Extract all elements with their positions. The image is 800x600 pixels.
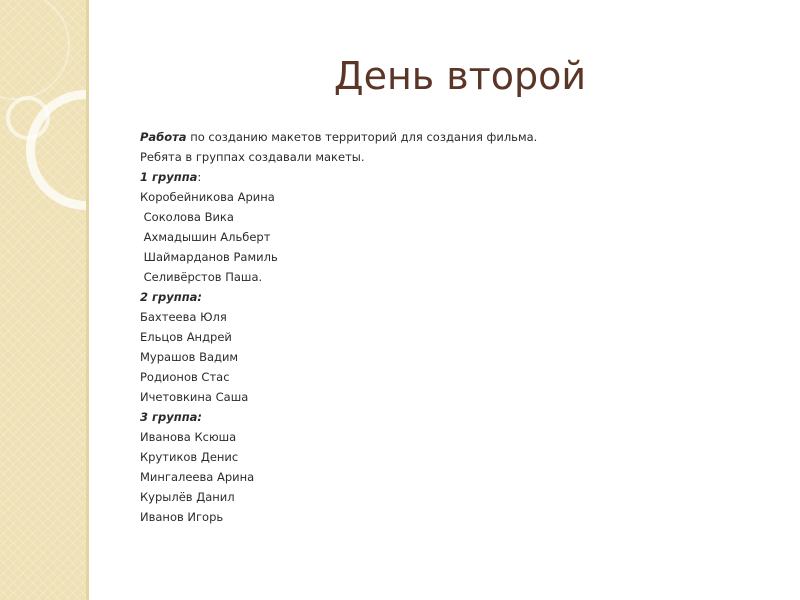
group-label: 2 группа:: [140, 290, 202, 304]
member-name: Иванов Игорь: [140, 510, 224, 524]
member-name: Родионов Стас: [140, 370, 230, 384]
member-name: Бахтеева Юля: [140, 310, 227, 324]
group-heading: [140, 407, 760, 427]
group-label: 3 группа:: [140, 410, 202, 424]
member-name: Селивёрстов Паша.: [140, 270, 263, 284]
group-heading: [140, 167, 760, 187]
member-name: Ичетовкина Саша: [140, 390, 249, 404]
intro-rest: по созданию макетов территорий для создания фильма.: [186, 130, 538, 144]
subtitle-line: Ребята в группах создавали макеты.: [140, 150, 365, 164]
slide-body: [140, 127, 760, 527]
member-name: Ельцов Андрей: [140, 330, 232, 344]
member-name: Иванова Ксюша: [140, 430, 237, 444]
member-name: Мурашов Вадим: [140, 350, 239, 364]
member-name: Коробейникова Арина: [140, 190, 275, 204]
group-label-suffix: :: [197, 170, 202, 184]
intro-line: [140, 127, 760, 147]
member-name: Соколова Вика: [140, 210, 234, 224]
decorative-ring-small: [6, 96, 50, 140]
member-name: Ахмадышин Альберт: [140, 230, 271, 244]
decorative-ring-outer: [0, 0, 70, 100]
member-name: Шаймарданов Рамиль: [140, 250, 278, 264]
decorative-side-band: [0, 0, 86, 600]
group-label: 1 группа: [140, 170, 198, 184]
member-name: Курылёв Данил: [140, 490, 235, 504]
member-name: Мингалеева Арина: [140, 470, 255, 484]
member-name: Крутиков Денис: [140, 450, 239, 464]
intro-bold-word: Работа: [140, 130, 187, 144]
slide-title: День второй: [333, 54, 587, 98]
group-heading: [140, 287, 760, 307]
side-band-edge: [86, 0, 89, 600]
